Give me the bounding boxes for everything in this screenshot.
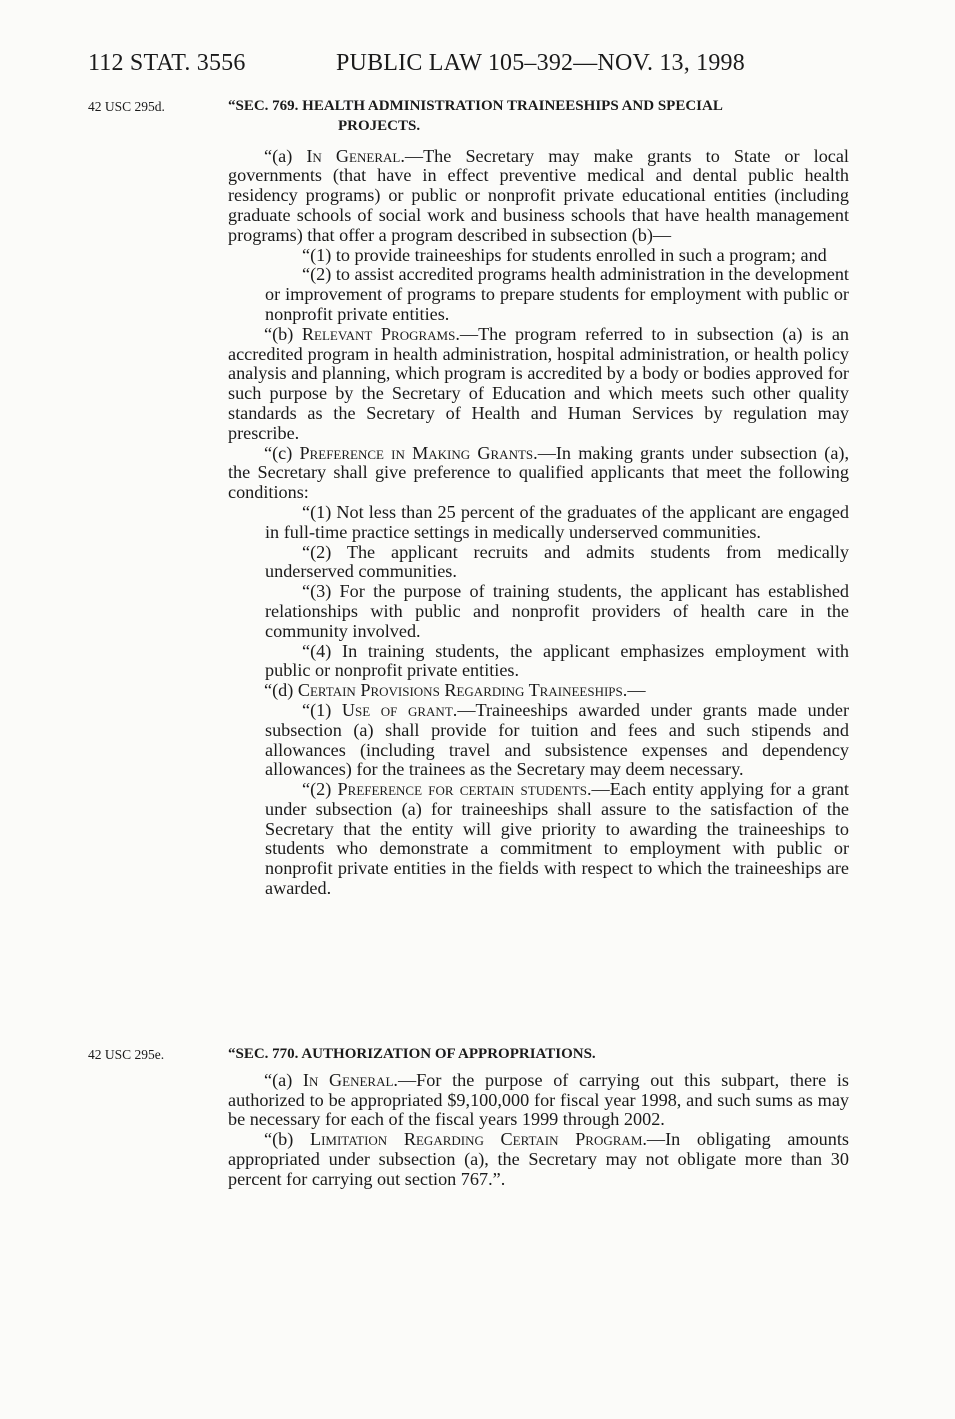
sec770-subsection-b: “(b) Limitation Regarding Certain Program.—In obligating amounts appropriated under subsection (a), the Secretary may not obligate more than 30 percent for carrying out section 767.”. — [228, 1129, 849, 1189]
paragraph-c3: “(3) For the purpose of training students, the applicant has established relationships with public and nonprofit providers of health care in the community involved. — [265, 581, 849, 641]
paragraph-c2: “(2) The applicant recruits and admits students from medically underserved communities. — [265, 541, 849, 582]
section-769-heading: “SEC. 769. HEALTH ADMINISTRATION TRAINEESHIPS AND SPECIAL PROJECTS. — [228, 98, 723, 134]
section-769 — [228, 97, 849, 899]
margin-note-sec769: 42 USC 295d. — [88, 99, 165, 114]
margin-note-sec770: 42 USC 295e. — [88, 1047, 165, 1062]
section-770 — [228, 1045, 849, 1190]
subsection-c: “(c) Preference in Making Grants.—In making grants under subsection (a), the Secretary shall give preference to qualified applicants that meet the following conditions: — [228, 442, 849, 503]
paragraph-a2: “(2) to assist accredited programs health administration in the development or improvement of programs to prepare students for employment with public or nonprofit private entities. — [265, 264, 849, 324]
paragraph-a1: “(1) to provide traineeships for students enrolled in such a program; and — [302, 244, 827, 265]
paragraph-c4: “(4) In training students, the applicant emphasizes employment with public or nonprofit private entities. — [265, 640, 849, 681]
paragraph-d1: “(1) Use of grant.—Traineeships awarded under grants made under subsection (a) shall provide for tuition and fees and such stipends and allowances (including travel and subsistence expenses and dependency allowances) for the trainees as the Secretary may deem necessary. — [265, 699, 849, 780]
page-reference: 112 STAT. 3556 — [88, 50, 246, 76]
subsection-d: “(d) Certain Provisions Regarding Traineeships.— — [264, 680, 646, 701]
paragraph-c1: “(1) Not less than 25 percent of the graduates of the applicant are engaged in full-time practice settings in medically underserved communities. — [265, 501, 849, 542]
sec770-subsection-a: “(a) In General.—For the purpose of carrying out this subpart, there is authorized to be appropriated $9,100,000 for fiscal year 1998, and such sums as may be necessary for each of the fiscal years 1999 through 2002. — [228, 1069, 849, 1130]
paragraph-d2: “(2) Preference for certain students.—Each entity applying for a grant under subsection (a) for traineeships shall assure to the satisfaction of the Secretary that the entity will give priority to awarding the traineeships to students who demonstrate a commitment to employment with public or nonprofit private entities in the fields with respect to which the traineeships are awarded. — [265, 779, 849, 899]
subsection-b: “(b) Relevant Programs.—The program referred to in subsection (a) is an accredited program in health administration, hospital administration, or health policy analysis and planning, which program is accredited by a body or bodies approved for such purpose by the Secretary of Education and which meets such other quality standards as the Secretary of Health and Human Services by regulation may prescribe. — [228, 323, 849, 443]
subsection-a: “(a) In General.—The Secretary may make grants to State or local governments (that have in effect preventive medical and dental public health residency programs) or public or nonprofit private educational entities (including graduate schools of social work and business schools that have health management programs) that offer a program described in subsection (b)— — [228, 145, 849, 245]
law-reference: PUBLIC LAW 105–392—NOV. 13, 1998 — [336, 50, 745, 76]
section-770-heading: “SEC. 770. AUTHORIZATION OF APPROPRIATIONS. — [228, 1046, 596, 1062]
